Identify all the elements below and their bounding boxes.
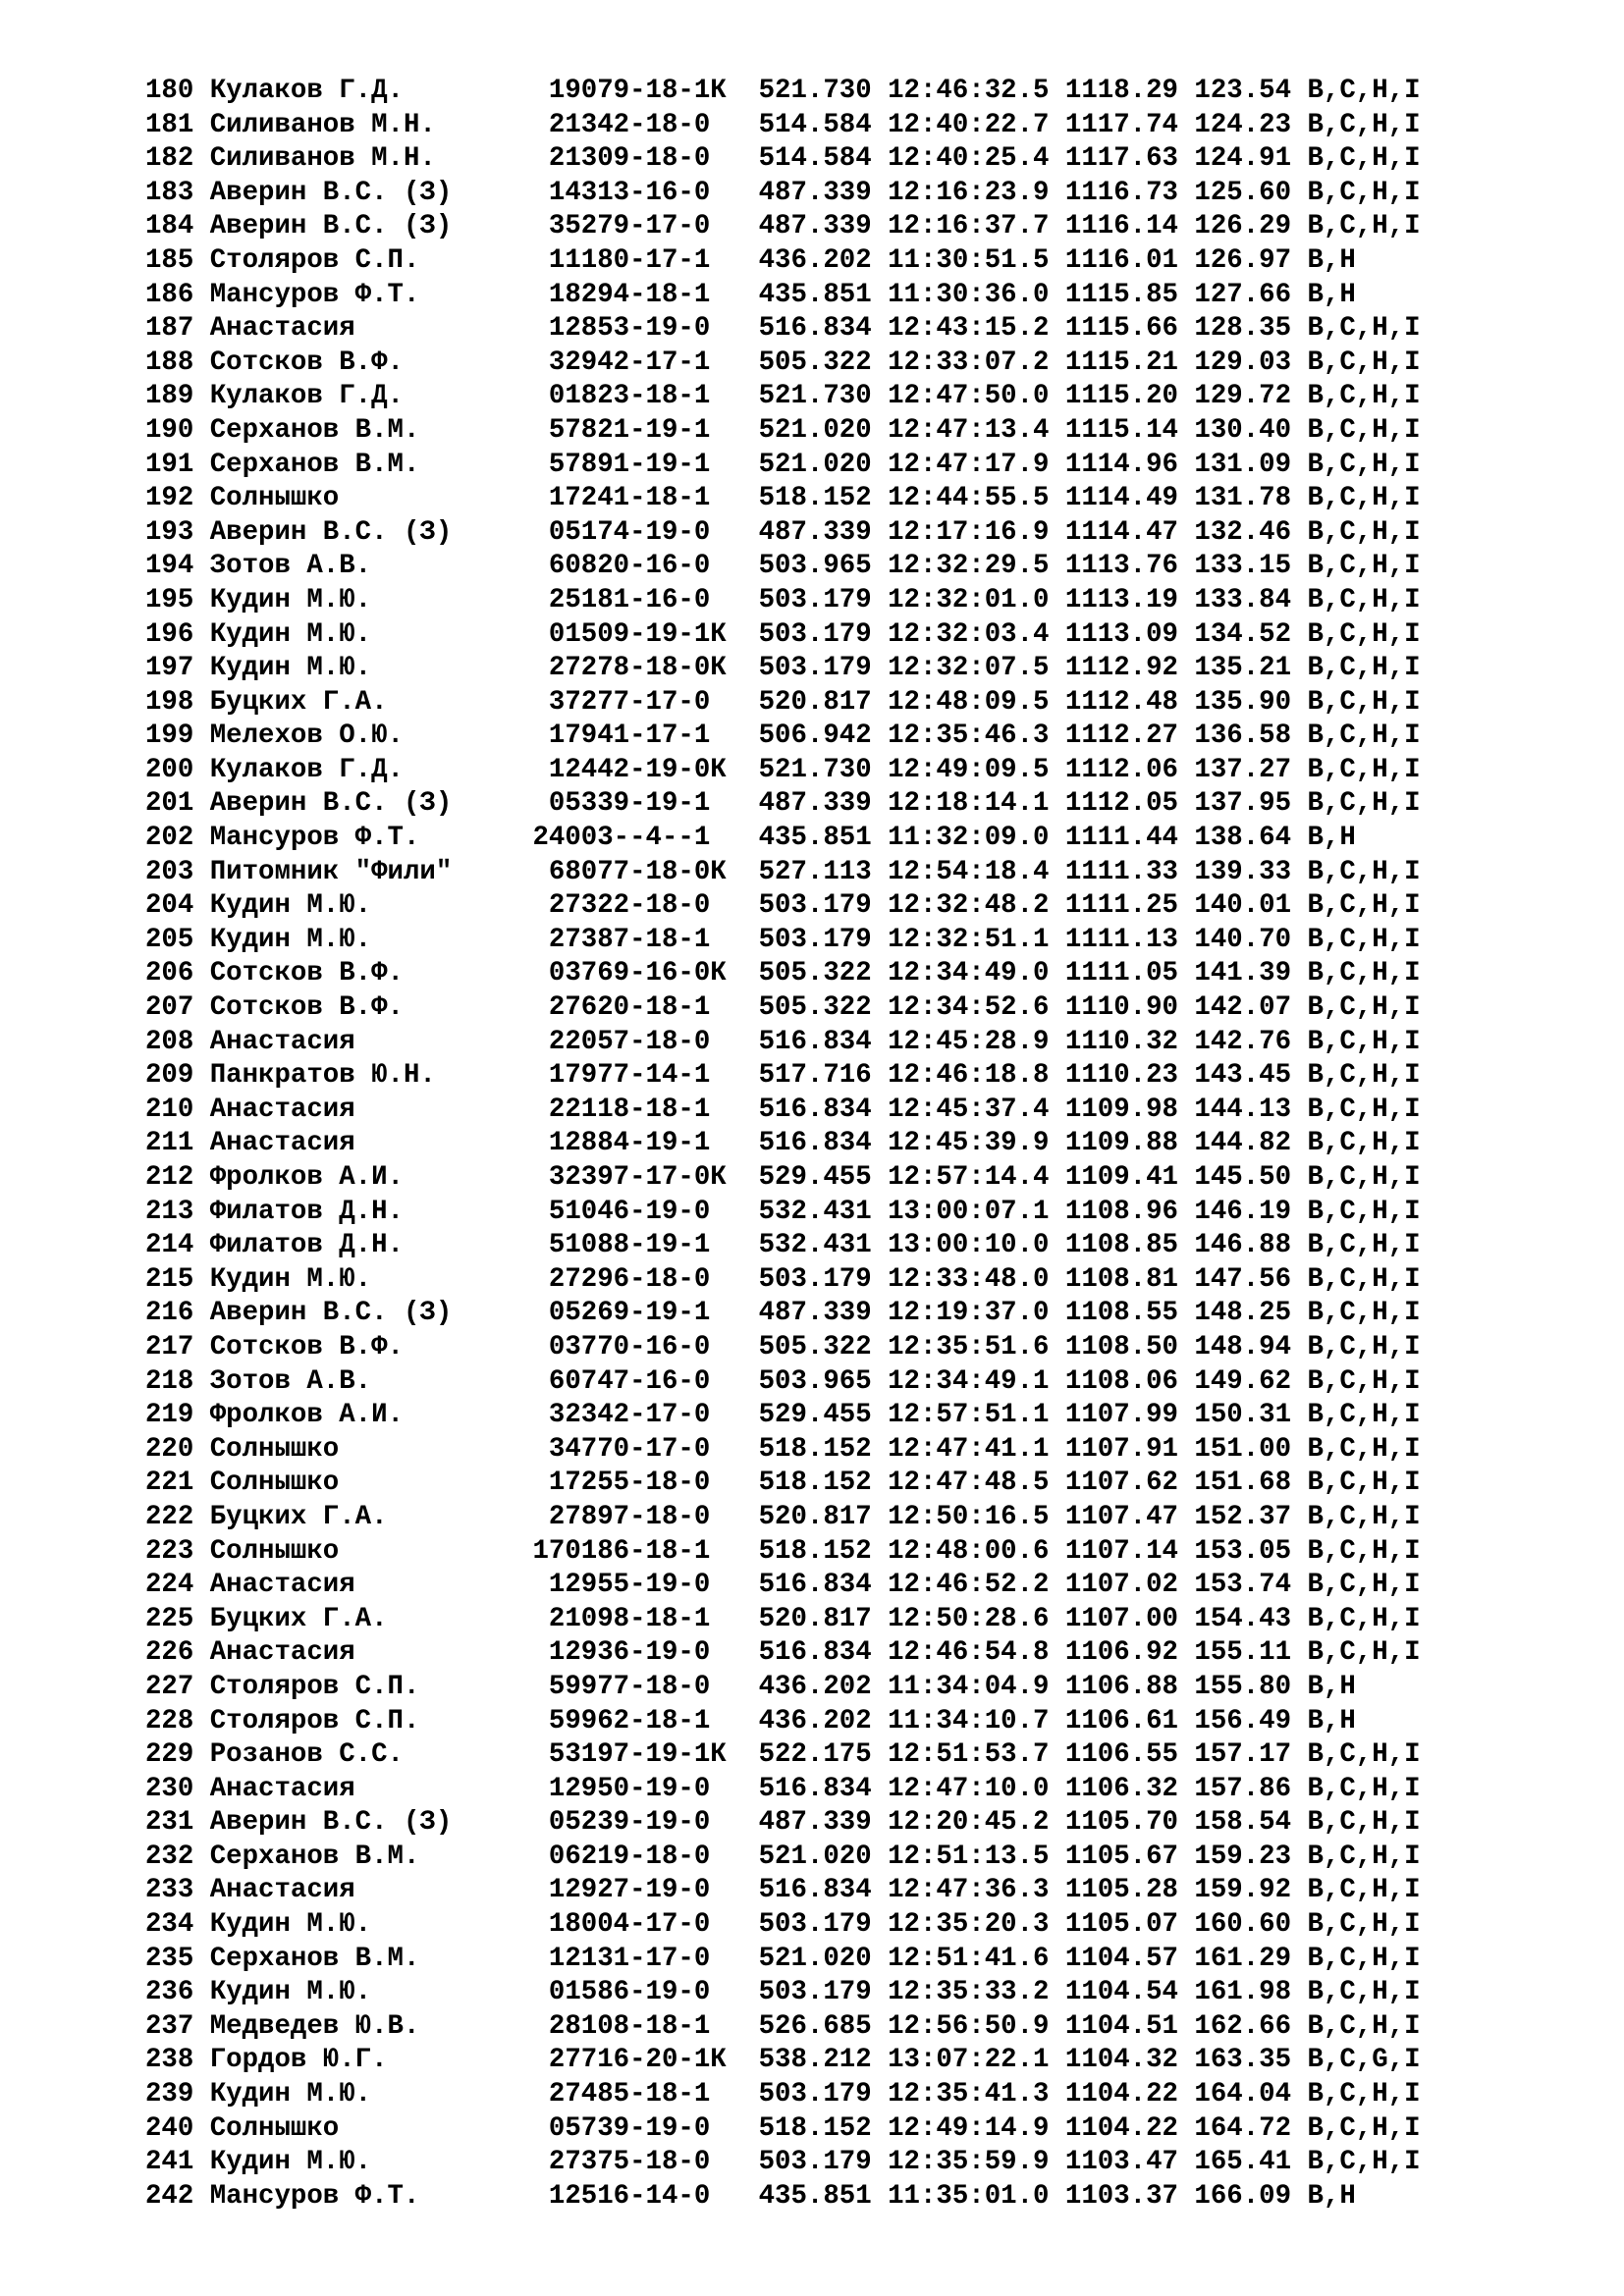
- result-row: 221 Солнышко 17255-18-0 518.152 12:47:48.5 1107.62 151.68 B,C,H,I: [145, 1468, 1421, 1499]
- result-row: 234 Кудин М.Ю. 18004-17-0 503.179 12:35:20.3 1105.07 160.60 B,C,H,I: [145, 1909, 1421, 1941]
- result-row: 207 Сотсков В.Ф. 27620-18-1 505.322 12:34:52.6 1110.90 142.07 B,C,H,I: [145, 992, 1421, 1024]
- result-row: 230 Анастасия 12950-19-0 516.834 12:47:10.0 1106.32 157.86 B,C,H,I: [145, 1773, 1421, 1804]
- result-row: 189 Кулаков Г.Д. 01823-18-1 521.730 12:47:50.0 1115.20 129.72 B,C,H,I: [145, 381, 1421, 412]
- result-row: 195 Кудин М.Ю. 25181-16-0 503.179 12:32:01.0 1113.19 133.84 B,C,H,I: [145, 584, 1421, 615]
- result-row: 229 Розанов С.С. 53197-19-1К 522.175 12:51:53.7 1106.55 157.17 B,C,H,I: [145, 1739, 1421, 1771]
- result-row: 203 Питомник "Фили" 68077-18-0К 527.113 12:54:18.4 1111.33 139.33 B,C,H,I: [145, 856, 1421, 887]
- result-row: 225 Буцких Г.А. 21098-18-1 520.817 12:50:28.6 1107.00 154.43 B,C,H,I: [145, 1603, 1421, 1634]
- result-row: 208 Анастасия 22057-18-0 516.834 12:45:28.9 1110.32 142.76 B,C,H,I: [145, 1026, 1421, 1057]
- result-row: 238 Гордов Ю.Г. 27716-20-1К 538.212 13:07:22.1 1104.32 163.35 B,C,G,I: [145, 2045, 1421, 2076]
- result-row: 220 Солнышко 34770-17-0 518.152 12:47:41.1 1107.91 151.00 B,C,H,I: [145, 1433, 1421, 1465]
- result-row: 192 Солнышко 17241-18-1 518.152 12:44:55.5 1114.49 131.78 B,C,H,I: [145, 483, 1421, 514]
- result-row: 183 Аверин В.С. (З) 14313-16-0 487.339 12:16:23.9 1116.73 125.60 B,C,H,I: [145, 177, 1421, 208]
- result-row: 232 Серханов В.М. 06219-18-0 521.020 12:51:13.5 1105.67 159.23 B,C,H,I: [145, 1841, 1421, 1872]
- results-list: [145, 75, 1421, 2214]
- result-row: 215 Кудин М.Ю. 27296-18-0 503.179 12:33:48.0 1108.81 147.56 B,C,H,I: [145, 1263, 1421, 1295]
- result-row: 204 Кудин М.Ю. 27322-18-0 503.179 12:32:48.2 1111.25 140.01 B,C,H,I: [145, 890, 1421, 922]
- result-row: 193 Аверин В.С. (З) 05174-19-0 487.339 12:17:16.9 1114.47 132.46 B,C,H,I: [145, 516, 1421, 548]
- result-row: 190 Серханов В.М. 57821-19-1 521.020 12:47:13.4 1115.14 130.40 B,C,H,I: [145, 414, 1421, 446]
- result-row: 219 Фролков А.И. 32342-17-0 529.455 12:57:51.1 1107.99 150.31 B,C,H,I: [145, 1400, 1421, 1431]
- result-row: 182 Силиванов М.Н. 21309-18-0 514.584 12:40:25.4 1117.63 124.91 B,C,H,I: [145, 143, 1421, 175]
- result-row: 228 Столяров С.П. 59962-18-1 436.202 11:34:10.7 1106.61 156.49 B,H: [145, 1705, 1356, 1736]
- result-row: 205 Кудин М.Ю. 27387-18-1 503.179 12:32:51.1 1111.13 140.70 B,C,H,I: [145, 924, 1421, 955]
- result-row: 233 Анастасия 12927-19-0 516.834 12:47:36.3 1105.28 159.92 B,C,H,I: [145, 1875, 1421, 1906]
- result-row: 223 Солнышко 170186-18-1 518.152 12:48:00.6 1107.14 153.05 B,C,H,I: [145, 1535, 1421, 1567]
- result-row: 181 Силиванов М.Н. 21342-18-0 514.584 12:40:22.7 1117.74 124.23 B,C,H,I: [145, 109, 1421, 140]
- result-row: 186 Мансуров Ф.Т. 18294-18-1 435.851 11:30:36.0 1115.85 127.66 B,H: [145, 279, 1356, 310]
- result-row: 202 Мансуров Ф.Т. 24003--4--1 435.851 11:32:09.0 1111.44 138.64 B,H: [145, 823, 1356, 854]
- result-row: 196 Кудин М.Ю. 01509-19-1К 503.179 12:32:03.4 1113.09 134.52 B,C,H,I: [145, 618, 1421, 650]
- result-row: 199 Мелехов О.Ю. 17941-17-1 506.942 12:35:46.3 1112.27 136.58 B,C,H,I: [145, 721, 1421, 752]
- result-row: 213 Филатов Д.Н. 51046-19-0 532.431 13:00:07.1 1108.96 146.19 B,C,H,I: [145, 1196, 1421, 1227]
- result-row: 211 Анастасия 12884-19-1 516.834 12:45:39.9 1109.88 144.82 B,C,H,I: [145, 1128, 1421, 1159]
- result-row: 214 Филатов Д.Н. 51088-19-1 532.431 13:00:10.0 1108.85 146.88 B,C,H,I: [145, 1230, 1421, 1261]
- result-row: 242 Мансуров Ф.Т. 12516-14-0 435.851 11:35:01.0 1103.37 166.09 B,H: [145, 2180, 1356, 2212]
- result-row: 218 Зотов А.В. 60747-16-0 503.965 12:34:49.1 1108.06 149.62 B,C,H,I: [145, 1365, 1421, 1397]
- result-row: 187 Анастасия 12853-19-0 516.834 12:43:15.2 1115.66 128.35 B,C,H,I: [145, 313, 1421, 345]
- result-row: 231 Аверин В.С. (З) 05239-19-0 487.339 12:20:45.2 1105.70 158.54 B,C,H,I: [145, 1807, 1421, 1839]
- result-row: 237 Медведев Ю.В. 28108-18-1 526.685 12:56:50.9 1104.51 162.66 B,C,H,I: [145, 2010, 1421, 2042]
- result-row: 200 Кулаков Г.Д. 12442-19-0К 521.730 12:49:09.5 1112.06 137.27 B,C,H,I: [145, 754, 1421, 785]
- result-row: 180 Кулаков Г.Д. 19079-18-1К 521.730 12:46:32.5 1118.29 123.54 B,C,H,I: [145, 76, 1421, 106]
- result-row: 241 Кудин М.Ю. 27375-18-0 503.179 12:35:59.9 1103.47 165.41 B,C,H,I: [145, 2147, 1421, 2178]
- result-row: 216 Аверин В.С. (З) 05269-19-1 487.339 12:19:37.0 1108.55 148.25 B,C,H,I: [145, 1298, 1421, 1329]
- result-row: 206 Сотсков В.Ф. 03769-16-0К 505.322 12:34:49.0 1111.05 141.39 B,C,H,I: [145, 958, 1421, 989]
- result-row: 184 Аверин В.С. (З) 35279-17-0 487.339 12:16:37.7 1116.14 126.29 B,C,H,I: [145, 211, 1421, 242]
- result-row: 197 Кудин М.Ю. 27278-18-0К 503.179 12:32:07.5 1112.92 135.21 B,C,H,I: [145, 653, 1421, 684]
- result-row: 185 Столяров С.П. 11180-17-1 436.202 11:30:51.5 1116.01 126.97 B,H: [145, 244, 1356, 276]
- result-row: 235 Серханов В.М. 12131-17-0 521.020 12:51:41.6 1104.57 161.29 B,C,H,I: [145, 1943, 1421, 1974]
- result-row: 236 Кудин М.Ю. 01586-19-0 503.179 12:35:33.2 1104.54 161.98 B,C,H,I: [145, 1977, 1421, 2008]
- result-row: 198 Буцких Г.А. 37277-17-0 520.817 12:48:09.5 1112.48 135.90 B,C,H,I: [145, 686, 1421, 718]
- result-row: 222 Буцких Г.А. 27897-18-0 520.817 12:50:16.5 1107.47 152.37 B,C,H,I: [145, 1501, 1421, 1532]
- result-row: 191 Серханов В.М. 57891-19-1 521.020 12:47:17.9 1114.96 131.09 B,C,H,I: [145, 449, 1421, 480]
- result-row: 212 Фролков А.И. 32397-17-0К 529.455 12:57:14.4 1109.41 145.50 B,C,H,I: [145, 1162, 1421, 1193]
- result-row: 226 Анастасия 12936-19-0 516.834 12:46:54.8 1106.92 155.11 B,C,H,I: [145, 1637, 1421, 1669]
- result-row: 201 Аверин В.С. (З) 05339-19-1 487.339 12:18:14.1 1112.05 137.95 B,C,H,I: [145, 788, 1421, 820]
- result-row: 227 Столяров С.П. 59977-18-0 436.202 11:34:04.9 1106.88 155.80 B,H: [145, 1671, 1356, 1702]
- result-row: 194 Зотов А.В. 60820-16-0 503.965 12:32:29.5 1113.76 133.15 B,C,H,I: [145, 551, 1421, 582]
- result-row: 210 Анастасия 22118-18-1 516.834 12:45:37.4 1109.98 144.13 B,C,H,I: [145, 1094, 1421, 1125]
- result-row: 209 Панкратов Ю.Н. 17977-14-1 517.716 12:46:18.8 1110.23 143.45 B,C,H,I: [145, 1060, 1421, 1092]
- result-row: 217 Сотсков В.Ф. 03770-16-0 505.322 12:35:51.6 1108.50 148.94 B,C,H,I: [145, 1331, 1421, 1362]
- result-row: 239 Кудин М.Ю. 27485-18-1 503.179 12:35:41.3 1104.22 164.04 B,C,H,I: [145, 2079, 1421, 2110]
- result-row: 240 Солнышко 05739-19-0 518.152 12:49:14.9 1104.22 164.72 B,C,H,I: [145, 2112, 1421, 2144]
- result-row: 188 Сотсков В.Ф. 32942-17-1 505.322 12:33:07.2 1115.21 129.03 B,C,H,I: [145, 347, 1421, 378]
- result-row: 224 Анастасия 12955-19-0 516.834 12:46:52.2 1107.02 153.74 B,C,H,I: [145, 1570, 1421, 1601]
